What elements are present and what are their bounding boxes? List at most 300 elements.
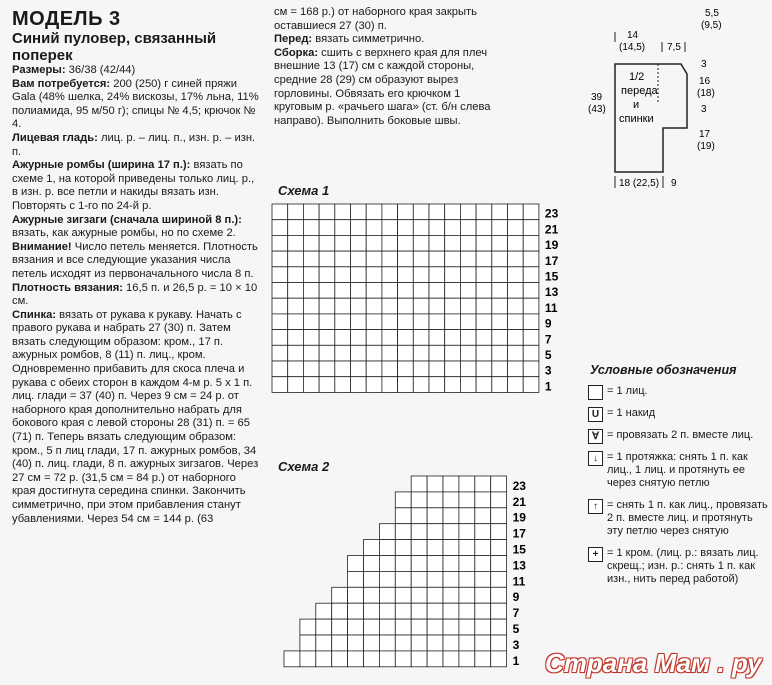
chart-cell bbox=[366, 283, 382, 299]
pattern-neck: 7,5 bbox=[667, 42, 681, 53]
chart-cell bbox=[491, 556, 507, 572]
chart-cell bbox=[303, 377, 319, 393]
chart-cell bbox=[411, 571, 427, 587]
chart-cell bbox=[523, 267, 539, 283]
chart-cell bbox=[351, 314, 367, 330]
chart-cell bbox=[288, 298, 304, 314]
chart-cell bbox=[272, 377, 288, 393]
chart-cell bbox=[379, 651, 395, 667]
chart-cell bbox=[459, 508, 475, 524]
chart-cell bbox=[395, 651, 411, 667]
legend bbox=[585, 364, 770, 595]
chart-cell bbox=[459, 651, 475, 667]
chart-cell bbox=[476, 267, 492, 283]
chart-cell bbox=[319, 283, 335, 299]
k2tog-icon: ∀ bbox=[588, 429, 603, 444]
chart-cell bbox=[316, 635, 332, 651]
chart-cell bbox=[427, 508, 443, 524]
chart-cell bbox=[508, 267, 524, 283]
chart-cell bbox=[379, 619, 395, 635]
chart-cell bbox=[411, 603, 427, 619]
chart-cell bbox=[491, 524, 507, 540]
chart-cell bbox=[382, 235, 398, 251]
chart-cell bbox=[413, 267, 429, 283]
chart-cell bbox=[379, 556, 395, 572]
chart-cell bbox=[445, 220, 461, 236]
chart-cell bbox=[445, 314, 461, 330]
chart-cell bbox=[476, 377, 492, 393]
chart-cell bbox=[460, 314, 476, 330]
chart-cell bbox=[443, 651, 459, 667]
chart-cell bbox=[443, 603, 459, 619]
chart-cell bbox=[475, 508, 491, 524]
chart-cell bbox=[319, 235, 335, 251]
chart-cell bbox=[492, 330, 508, 346]
chart-cell bbox=[459, 603, 475, 619]
middle-column bbox=[274, 6, 506, 128]
chart-cell bbox=[366, 298, 382, 314]
chart-cell bbox=[475, 540, 491, 556]
stst-value: лиц. р. – лиц. п., изн. р. – изн. п. bbox=[12, 131, 256, 158]
chart-cell bbox=[288, 314, 304, 330]
knit-symbol-icon bbox=[588, 385, 603, 400]
attention-label: Внимание! bbox=[12, 240, 72, 253]
chart-cell bbox=[364, 619, 380, 635]
gauge-label: Плотность вязания: bbox=[12, 281, 123, 294]
chart-cell bbox=[332, 635, 348, 651]
chart-cell bbox=[475, 571, 491, 587]
chart-cell bbox=[427, 571, 443, 587]
chart-cell bbox=[508, 345, 524, 361]
chart-cell bbox=[475, 603, 491, 619]
chart-cell bbox=[351, 283, 367, 299]
chart-cell bbox=[443, 635, 459, 651]
chart-cell bbox=[379, 524, 395, 540]
chart-cell bbox=[379, 603, 395, 619]
chart-cell bbox=[413, 235, 429, 251]
chart-cell bbox=[319, 220, 335, 236]
chart-cell bbox=[427, 587, 443, 603]
chart-cell bbox=[335, 220, 351, 236]
chart-cell bbox=[398, 345, 414, 361]
chart-cell bbox=[395, 587, 411, 603]
front-value: вязать симметрично. bbox=[312, 33, 425, 46]
chart-cell bbox=[335, 283, 351, 299]
chart-cell bbox=[508, 220, 524, 236]
chart-cell bbox=[476, 298, 492, 314]
legend-text: = 1 лиц. bbox=[607, 385, 648, 397]
chart-cell bbox=[445, 330, 461, 346]
chart-cell bbox=[508, 298, 524, 314]
chart-cell bbox=[492, 204, 508, 220]
chart-cell bbox=[460, 220, 476, 236]
chart-cell bbox=[379, 587, 395, 603]
chart-cell bbox=[429, 377, 445, 393]
chart-cell bbox=[445, 204, 461, 220]
chart-cell bbox=[460, 283, 476, 299]
stst-label: Лицевая гладь: bbox=[12, 131, 98, 144]
chart-cell bbox=[523, 345, 539, 361]
pattern-back: спинки bbox=[619, 113, 654, 125]
chart-cell bbox=[476, 314, 492, 330]
row-number: 11 bbox=[512, 574, 526, 589]
chart-cell bbox=[443, 556, 459, 572]
chart-cell bbox=[382, 283, 398, 299]
chart-cell bbox=[443, 508, 459, 524]
chart-cell bbox=[460, 377, 476, 393]
yarn-over-icon: U bbox=[588, 407, 603, 422]
chart-cell bbox=[366, 345, 382, 361]
chart-cell bbox=[492, 235, 508, 251]
chart-cell bbox=[443, 476, 459, 492]
chart-cell bbox=[492, 267, 508, 283]
chart-cell bbox=[348, 635, 364, 651]
chart-cell bbox=[319, 377, 335, 393]
row-number: 3 bbox=[512, 637, 520, 652]
chart-cell bbox=[382, 361, 398, 377]
chart-cell bbox=[523, 204, 539, 220]
stst-paragraph bbox=[12, 132, 260, 159]
chart-cell bbox=[445, 267, 461, 283]
assembly-paragraph bbox=[274, 47, 506, 129]
legend-item bbox=[585, 429, 770, 442]
chart-cell bbox=[303, 267, 319, 283]
chart-cell bbox=[303, 314, 319, 330]
chart-cell bbox=[476, 204, 492, 220]
chart-cell bbox=[445, 298, 461, 314]
chart-cell bbox=[476, 251, 492, 267]
chart-cell bbox=[272, 345, 288, 361]
chart-cell bbox=[427, 524, 443, 540]
chart-cell bbox=[523, 361, 539, 377]
site-watermark: Страна Мам . ру bbox=[545, 648, 762, 678]
chart-cell bbox=[460, 361, 476, 377]
chart-cell bbox=[460, 251, 476, 267]
chart-cell bbox=[475, 476, 491, 492]
chart-cell bbox=[379, 540, 395, 556]
pattern-height-alt: (43) bbox=[588, 104, 606, 115]
chart-cell bbox=[303, 361, 319, 377]
chart-cell bbox=[303, 220, 319, 236]
chart-cell bbox=[395, 524, 411, 540]
chart-cell bbox=[491, 619, 507, 635]
chart-cell bbox=[348, 587, 364, 603]
chart-cell bbox=[492, 298, 508, 314]
chart-cell bbox=[443, 619, 459, 635]
chart-cell bbox=[366, 361, 382, 377]
chart-cell bbox=[411, 524, 427, 540]
article-subtitle: Синий пуловер, связанный поперек bbox=[12, 30, 217, 64]
row-number: 9 bbox=[512, 590, 520, 605]
chart-cell bbox=[443, 571, 459, 587]
chart-cell bbox=[429, 361, 445, 377]
chart-cell bbox=[491, 635, 507, 651]
pattern-and: и bbox=[633, 99, 640, 111]
row-number: 3 bbox=[544, 363, 552, 378]
chart-cell bbox=[366, 251, 382, 267]
chart-cell bbox=[366, 330, 382, 346]
chart-cell bbox=[411, 476, 427, 492]
chart-cell bbox=[335, 251, 351, 267]
chart-cell bbox=[366, 267, 382, 283]
materials-paragraph bbox=[12, 78, 260, 132]
chart-cell bbox=[427, 603, 443, 619]
legend-text: = 1 накид bbox=[607, 407, 656, 419]
chart-cell bbox=[335, 267, 351, 283]
chart-cell bbox=[351, 330, 367, 346]
legend-text: = 1 кром. (лиц. р.: вязать лиц. скрещ.; изн. р.: снять 1 п. как изн., нить перед работой) bbox=[607, 547, 759, 585]
chart-cell bbox=[459, 540, 475, 556]
pattern-top-width: 5,5 bbox=[705, 8, 719, 19]
chart-cell bbox=[398, 251, 414, 267]
chart-cell bbox=[508, 330, 524, 346]
sizes-label: Размеры: bbox=[12, 64, 66, 76]
chart-cell bbox=[272, 298, 288, 314]
chart-cell bbox=[413, 377, 429, 393]
chart-cell bbox=[348, 571, 364, 587]
chart-cell bbox=[427, 651, 443, 667]
chart-cell bbox=[382, 298, 398, 314]
chart-cell bbox=[398, 235, 414, 251]
lace-label: Ажурные ромбы (ширина 17 п.): bbox=[12, 159, 191, 172]
chart-cell bbox=[460, 204, 476, 220]
row-number: 7 bbox=[544, 332, 552, 347]
model-title: МОДЕЛЬ 3 bbox=[12, 8, 121, 30]
back-value: вязать от рукава к рукаву. Начать с правого рукава и набрать 27 (30) п. Затем вязать следующим образом: кром., 17 п. ажурных ромбов, 8 (11) п. лиц., кром. Одновременно прибавить для скоса плеча и рукава с обеих сторон в каждом 4-м р. 5 х 1 п. лиц. глади = 37 (40) п. Через 9 см = 24 р. от наборного края дополнительно набрать для бокового края с левой стороны 28 (31) п. = 65 (71) п. Теперь вязать следующим образом: кром., 5 п лиц глади, 17 п. ажурных ромбов, 34 (40) п. лиц. глади, 8 п. ажурных зигзагов. Через 27 см = 72 р. (31,5 см = 84 р.) от наборного края достигнута середина спинки. Закончить симметрично, при этом прибавления станут убавлениями. Через 54 см = 144 р. (63 bbox=[12, 308, 259, 525]
pattern-mark-top: 3 bbox=[701, 59, 707, 70]
row-number: 1 bbox=[544, 379, 552, 394]
chart-cell bbox=[411, 508, 427, 524]
chart-cell bbox=[427, 476, 443, 492]
chart-cell bbox=[508, 361, 524, 377]
chart-cell bbox=[508, 377, 524, 393]
chart-cell bbox=[335, 377, 351, 393]
front-paragraph bbox=[274, 33, 506, 47]
pattern-r1: 16 bbox=[699, 76, 711, 87]
chart-cell bbox=[523, 283, 539, 299]
chart-cell bbox=[523, 220, 539, 236]
gauge-value: 16,5 п. и 26,5 р. = 10 × 10 см. bbox=[12, 281, 258, 308]
chart-cell bbox=[492, 314, 508, 330]
chart-cell bbox=[351, 204, 367, 220]
legend-item bbox=[585, 407, 770, 420]
chart-cell bbox=[492, 345, 508, 361]
chart-cell bbox=[523, 330, 539, 346]
chart-cell bbox=[508, 204, 524, 220]
chart-cell bbox=[398, 330, 414, 346]
chart-cell bbox=[272, 314, 288, 330]
chart-cell bbox=[459, 619, 475, 635]
pattern-r2-alt: (19) bbox=[697, 141, 715, 152]
chart-cell bbox=[366, 377, 382, 393]
chart-cell bbox=[460, 235, 476, 251]
chart-cell bbox=[395, 492, 411, 508]
schema2-chart bbox=[270, 472, 570, 672]
chart-cell bbox=[413, 220, 429, 236]
pattern-r1-alt: (18) bbox=[697, 88, 715, 99]
chart-cell bbox=[491, 571, 507, 587]
chart-cell bbox=[398, 314, 414, 330]
chart-cell bbox=[492, 361, 508, 377]
zigzag-label: Ажурные зигзаги (сначала шириной 8 п.): bbox=[12, 213, 242, 226]
chart-cell bbox=[443, 492, 459, 508]
chart-cell bbox=[475, 556, 491, 572]
chart-cell bbox=[508, 283, 524, 299]
chart-cell bbox=[288, 283, 304, 299]
pattern-front: переда bbox=[621, 85, 658, 97]
row-number: 5 bbox=[544, 348, 552, 362]
chart-cell bbox=[319, 204, 335, 220]
chart-cell bbox=[303, 251, 319, 267]
chart-cell bbox=[429, 330, 445, 346]
chart-cell bbox=[508, 235, 524, 251]
chart-cell bbox=[319, 298, 335, 314]
pattern-shoulder-alt: (14,5) bbox=[619, 42, 646, 53]
chart-cell bbox=[459, 476, 475, 492]
chart-cell bbox=[459, 524, 475, 540]
row-number: 9 bbox=[544, 316, 552, 331]
legend-item bbox=[585, 547, 770, 586]
chart-cell bbox=[288, 220, 304, 236]
row-number: 1 bbox=[512, 653, 520, 668]
chart-cell bbox=[429, 314, 445, 330]
chart-cell bbox=[398, 220, 414, 236]
chart-cell bbox=[366, 314, 382, 330]
chart-cell bbox=[476, 330, 492, 346]
chart-cell bbox=[395, 556, 411, 572]
chart-cell bbox=[351, 361, 367, 377]
chart-cell bbox=[351, 298, 367, 314]
chart-cell bbox=[491, 476, 507, 492]
zigzag-paragraph bbox=[12, 214, 260, 282]
chart-cell bbox=[427, 492, 443, 508]
lace-paragraph bbox=[12, 159, 260, 213]
pattern-height: 39 bbox=[591, 92, 603, 103]
chart-cell bbox=[288, 330, 304, 346]
chart-cell bbox=[427, 619, 443, 635]
chart-cell bbox=[398, 298, 414, 314]
chart-cell bbox=[398, 377, 414, 393]
chart-cell bbox=[351, 345, 367, 361]
chart-cell bbox=[364, 635, 380, 651]
chart-cell bbox=[335, 330, 351, 346]
chart-cell bbox=[332, 587, 348, 603]
chart-cell bbox=[445, 283, 461, 299]
chart-cell bbox=[508, 251, 524, 267]
chart-cell bbox=[348, 651, 364, 667]
chart-cell bbox=[284, 651, 300, 667]
chart-cell bbox=[523, 251, 539, 267]
chart-cell bbox=[364, 603, 380, 619]
chart-cell bbox=[316, 603, 332, 619]
chart-cell bbox=[351, 267, 367, 283]
chart-cell bbox=[523, 314, 539, 330]
chart-cell bbox=[364, 571, 380, 587]
chart-cell bbox=[429, 204, 445, 220]
row-number: 23 bbox=[512, 478, 526, 493]
chart-cell bbox=[351, 377, 367, 393]
back-paragraph bbox=[12, 309, 260, 527]
chart-cell bbox=[427, 540, 443, 556]
chart-cell bbox=[508, 314, 524, 330]
schema1-chart bbox=[270, 202, 570, 398]
legend-text: = провязать 2 п. вместе лиц. bbox=[607, 429, 754, 441]
pattern-bottom: 18 (22,5) bbox=[619, 178, 660, 189]
chart-cell bbox=[476, 361, 492, 377]
chart-cell bbox=[459, 571, 475, 587]
chart-cell bbox=[366, 204, 382, 220]
chart-cell bbox=[491, 508, 507, 524]
chart-cell bbox=[492, 283, 508, 299]
chart-cell bbox=[364, 587, 380, 603]
chart-cell bbox=[460, 330, 476, 346]
chart-cell bbox=[429, 345, 445, 361]
schema2-title: Схема 2 bbox=[278, 459, 330, 474]
chart-cell bbox=[476, 220, 492, 236]
row-number: 5 bbox=[512, 622, 520, 636]
chart-cell bbox=[492, 251, 508, 267]
chart-cell bbox=[395, 635, 411, 651]
pattern-r2: 17 bbox=[699, 129, 711, 140]
pattern-mark-mid: 3 bbox=[701, 104, 707, 115]
chart-cell bbox=[351, 251, 367, 267]
chart-cell bbox=[335, 235, 351, 251]
chart-cell bbox=[459, 587, 475, 603]
chart-cell bbox=[303, 235, 319, 251]
chart-cell bbox=[411, 492, 427, 508]
chart-cell bbox=[288, 204, 304, 220]
edge-stitch-icon: + bbox=[588, 547, 603, 562]
row-number: 21 bbox=[512, 494, 526, 509]
chart-cell bbox=[288, 251, 304, 267]
chart-cell bbox=[411, 619, 427, 635]
chart-cell bbox=[272, 204, 288, 220]
materials-label: Вам потребуется: bbox=[12, 77, 111, 90]
chart-cell bbox=[272, 283, 288, 299]
chart-cell bbox=[382, 220, 398, 236]
chart-cell bbox=[319, 361, 335, 377]
chart-cell bbox=[332, 603, 348, 619]
chart-cell bbox=[429, 235, 445, 251]
chart-cell bbox=[445, 361, 461, 377]
chart-cell bbox=[459, 492, 475, 508]
chart-cell bbox=[443, 524, 459, 540]
chart-cell bbox=[475, 635, 491, 651]
chart-cell bbox=[366, 235, 382, 251]
chart-cell bbox=[288, 377, 304, 393]
sk2po-icon: ↑ bbox=[588, 499, 603, 514]
pattern-top-width-alt: (9,5) bbox=[701, 20, 722, 31]
chart-cell bbox=[364, 540, 380, 556]
chart-cell bbox=[459, 556, 475, 572]
chart-cell bbox=[443, 587, 459, 603]
chart-cell bbox=[382, 377, 398, 393]
chart-cell bbox=[332, 651, 348, 667]
chart-cell bbox=[413, 298, 429, 314]
chart-cell bbox=[348, 619, 364, 635]
chart-cell bbox=[411, 651, 427, 667]
pattern-half: 1/2 bbox=[629, 71, 645, 83]
chart-cell bbox=[460, 267, 476, 283]
chart-cell bbox=[475, 524, 491, 540]
chart-cell bbox=[523, 235, 539, 251]
back-label: Спинка: bbox=[12, 308, 57, 321]
chart-cell bbox=[491, 540, 507, 556]
chart-cell bbox=[316, 651, 332, 667]
chart-cell bbox=[443, 540, 459, 556]
lace-value: вязать по схеме 1, на которой приведены только лиц. р., в изн. р. все петли и накиды вязать изн. Повторять с 1-го по 24-й р. bbox=[12, 159, 255, 212]
chart-cell bbox=[476, 283, 492, 299]
